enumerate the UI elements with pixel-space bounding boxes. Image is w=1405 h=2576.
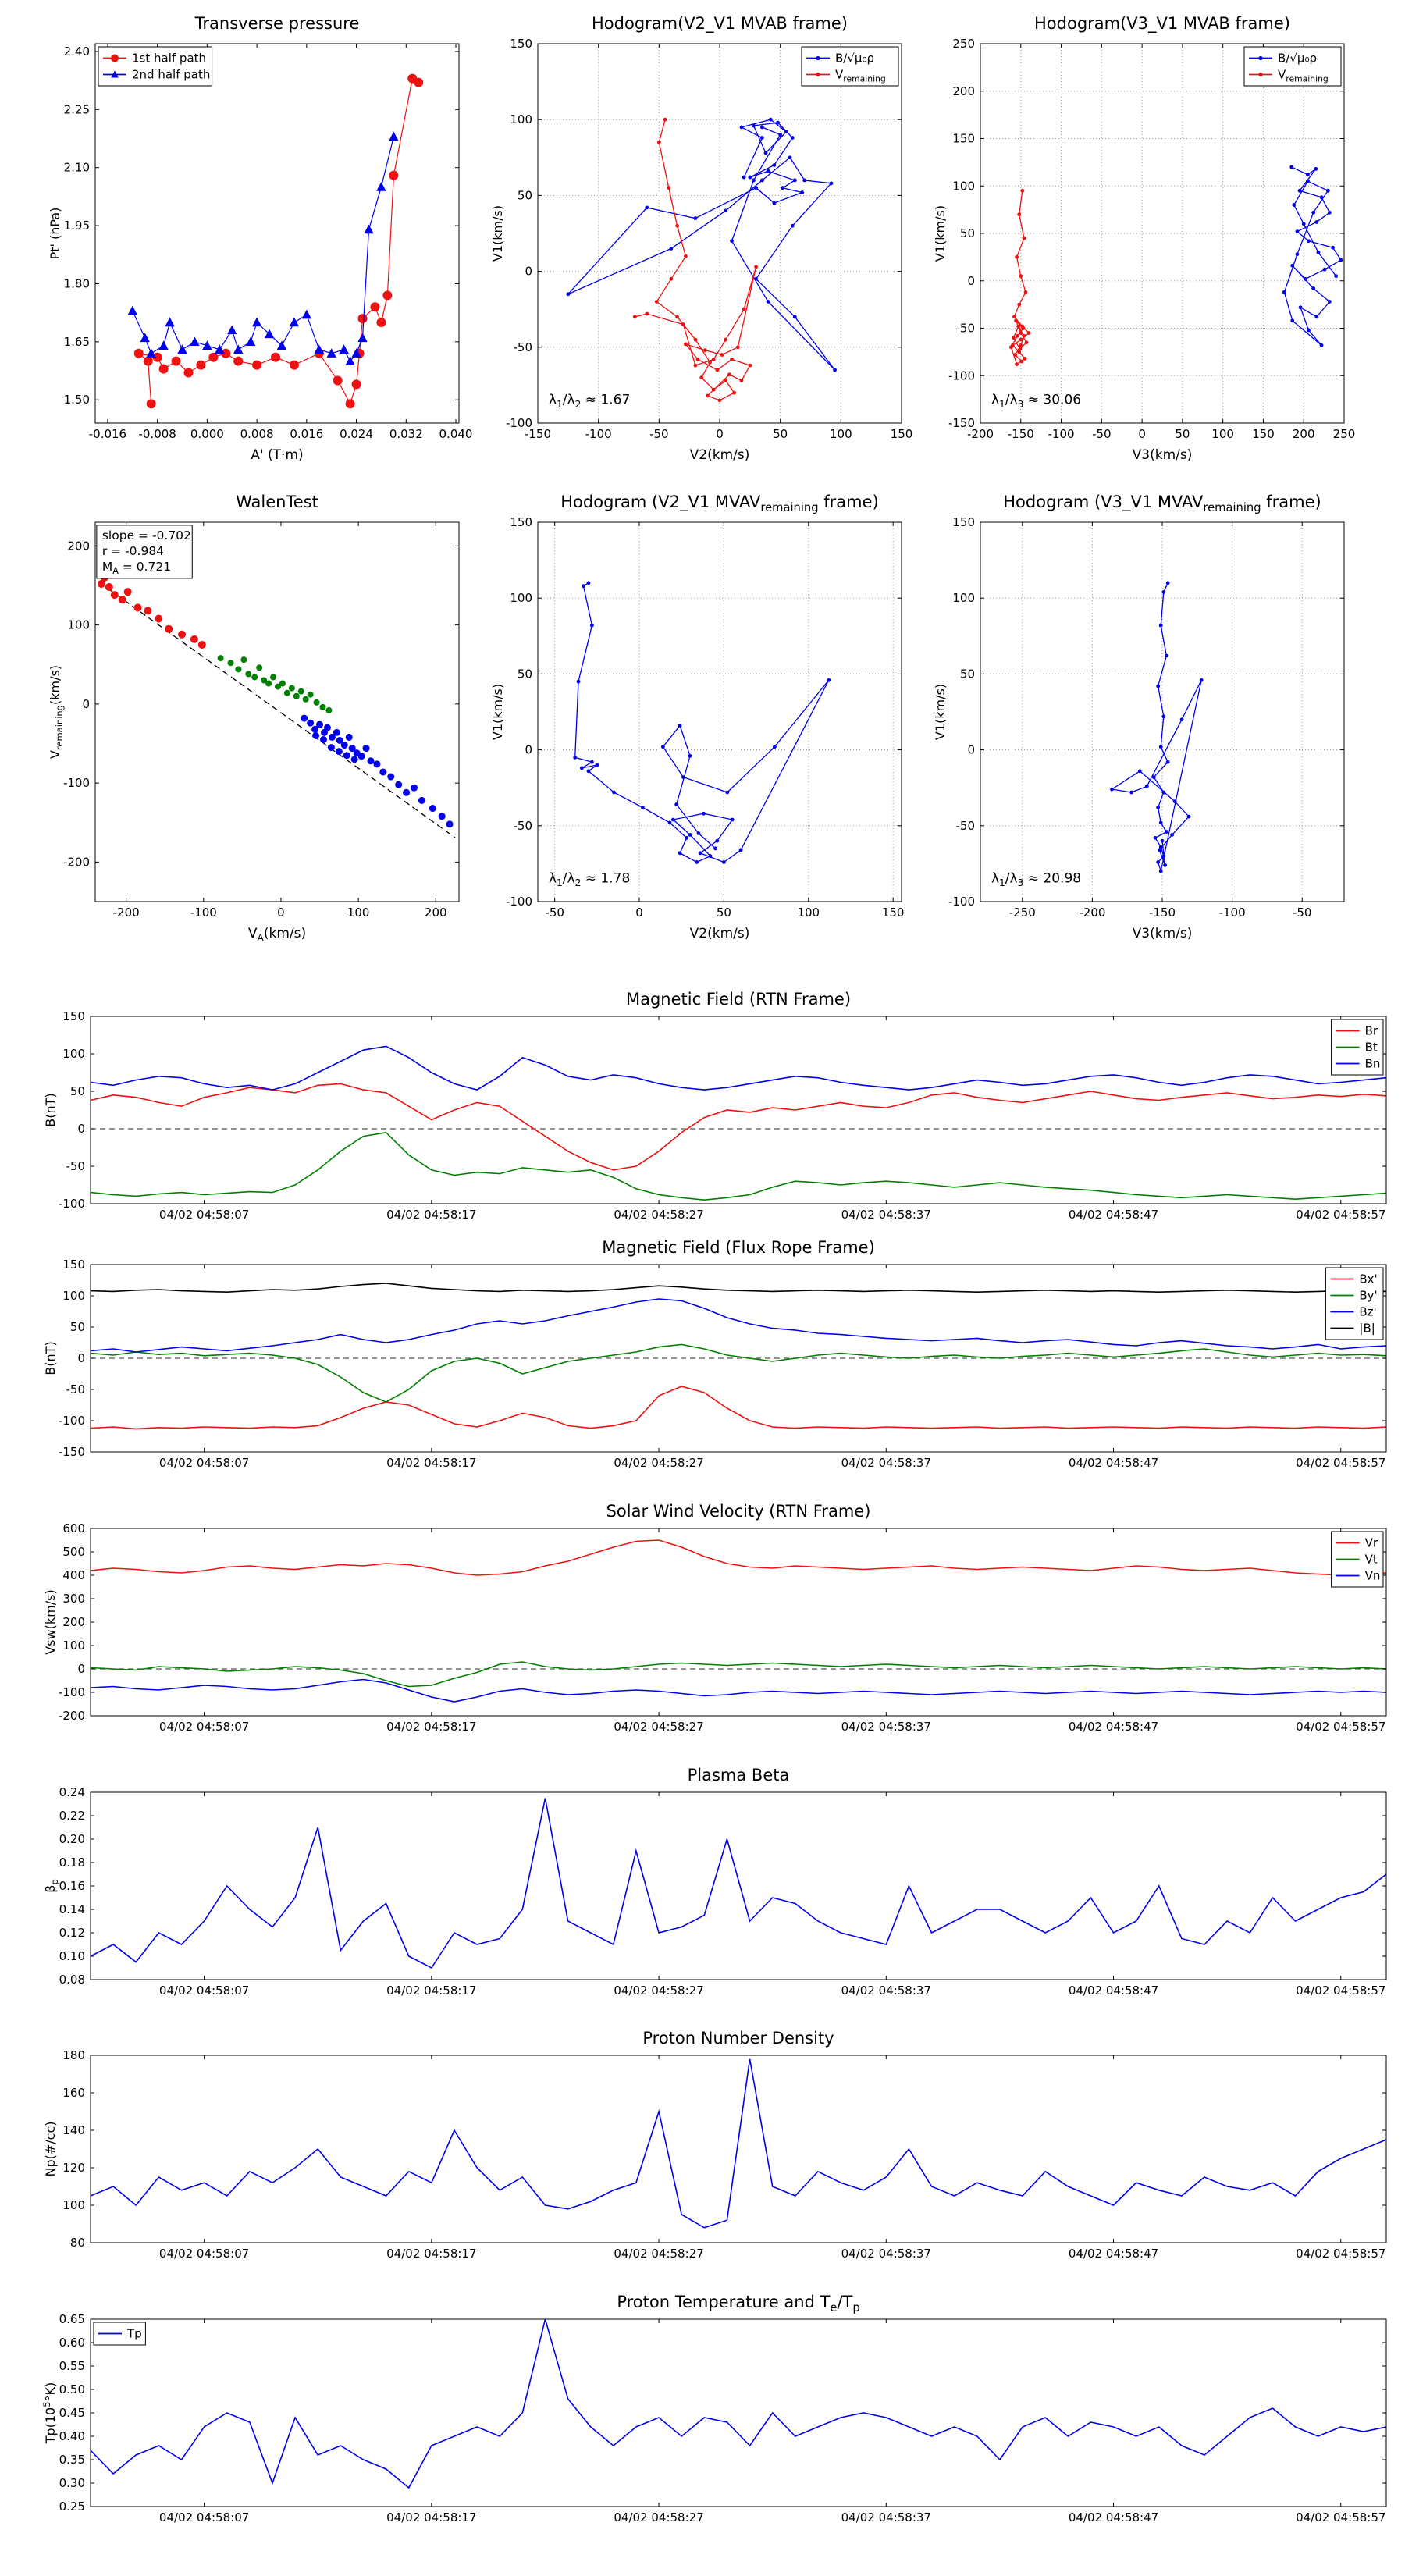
svg-text:0: 0 <box>967 742 975 757</box>
svg-text:0.40: 0.40 <box>59 2429 85 2443</box>
svg-text:0.55: 0.55 <box>59 2359 85 2373</box>
svg-text:-150: -150 <box>1007 427 1034 441</box>
svg-text:-0.016: -0.016 <box>88 427 127 441</box>
svg-text:500: 500 <box>62 1545 85 1559</box>
svg-text:100: 100 <box>830 427 852 441</box>
svg-text:-100: -100 <box>58 1197 85 1211</box>
svg-text:150: 150 <box>62 1009 85 1023</box>
svg-text:VA(km/s): $V_A(km/s)$ <box>247 926 307 944</box>
svg-text:150: 150 <box>952 515 975 529</box>
svg-text:Tp(105°K): $Tp(10^5^\circ K)$ <box>41 2382 58 2444</box>
svg-text:-150: -150 <box>948 416 975 430</box>
svg-text:0.16: 0.16 <box>59 1879 85 1893</box>
svg-text:04/02 04:58:37: 04/02 04:58:37 <box>841 1208 931 1222</box>
svg-text:-50: -50 <box>955 818 975 833</box>
svg-text:0: 0 <box>77 1122 85 1136</box>
svg-text:2.40: 2.40 <box>63 44 90 59</box>
svg-text:0.040: 0.040 <box>439 427 473 441</box>
hodogram-v3v1-mvab-plot <box>924 9 1356 471</box>
svg-text:-200: -200 <box>966 427 994 441</box>
svg-text:100: 100 <box>1211 427 1234 441</box>
svg-text:0.60: 0.60 <box>59 2336 85 2350</box>
transverse-pressure-plot <box>39 9 473 471</box>
chart-title: Solar Wind Velocity (RTN Frame) <box>606 1502 871 1521</box>
svg-text:λ1/λ3 ≈ 30.06: $\lambda_1/\lambda_3 \approx 30.06$ <box>991 392 1082 410</box>
svg-text:-50: -50 <box>545 906 564 920</box>
svg-text:150: 150 <box>881 906 905 920</box>
svg-text:V1(km/s): V1(km/s) <box>490 683 505 741</box>
svg-text:100: 100 <box>510 591 532 606</box>
plasma-beta-plot <box>39 1761 1397 2005</box>
svg-text:120: 120 <box>62 2161 85 2175</box>
svg-text:100: 100 <box>952 179 975 194</box>
svg-text:04/02 04:58:27: 04/02 04:58:27 <box>614 1456 704 1470</box>
solar-wind-velocity-plot <box>39 1497 1397 1741</box>
svg-text:0: 0 <box>716 427 724 441</box>
hodogram-v3v1-mvav-plot <box>924 488 1353 950</box>
svg-text:80: 80 <box>69 2236 85 2250</box>
svg-text:04/02 04:58:57: 04/02 04:58:57 <box>1296 1984 1386 1998</box>
svg-text:-100: -100 <box>948 368 975 383</box>
svg-text:-200: -200 <box>58 1709 85 1723</box>
chart-title: Magnetic Field (RTN Frame) <box>625 990 852 1009</box>
svg-text:V1(km/s): V1(km/s) <box>490 205 505 262</box>
svg-text:100: 100 <box>62 1638 85 1653</box>
svg-text:B/√μ₀ρ: B/√μ₀ρ <box>1278 51 1317 66</box>
chart-title: Hodogram(V3_V1 MVAB frame) <box>1034 14 1290 33</box>
svg-text:slope = -0.702: slope = -0.702 <box>101 528 191 543</box>
svg-text:0: 0 <box>77 1351 85 1365</box>
svg-text:04/02 04:58:27: 04/02 04:58:27 <box>614 1720 704 1734</box>
chart-walen-test <box>39 488 468 950</box>
proton-temperature-plot <box>39 2288 1397 2532</box>
svg-text:λ1/λ2 ≈ 1.67: $\lambda_1/\lambda_2 \approx 1.67$ <box>548 392 631 410</box>
svg-text:0.12: 0.12 <box>59 1926 85 1940</box>
svg-text:Bx': Bx' <box>1359 1272 1378 1286</box>
svg-text:-50: -50 <box>955 321 975 336</box>
svg-text:04/02 04:58:47: 04/02 04:58:47 <box>1068 1720 1159 1734</box>
svg-text:-100: -100 <box>1048 427 1075 441</box>
chart-hodogram-v2v1-mvab <box>482 9 911 471</box>
svg-text:A' (T·m): A' (T·m) <box>251 447 304 463</box>
svg-text:200: 200 <box>952 84 975 98</box>
svg-text:100: 100 <box>347 906 370 920</box>
svg-text:-50: -50 <box>649 427 669 441</box>
svg-text:0: 0 <box>635 906 643 920</box>
chart-title: Hodogram(V2_V1 MVAB frame) <box>592 14 848 33</box>
svg-text:04/02 04:58:37: 04/02 04:58:37 <box>841 1984 931 1998</box>
svg-text:50: 50 <box>716 906 731 920</box>
svg-text:04/02 04:58:27: 04/02 04:58:27 <box>614 1984 704 1998</box>
svg-text:04/02 04:58:47: 04/02 04:58:47 <box>1068 1984 1159 1998</box>
svg-text:04/02 04:58:27: 04/02 04:58:27 <box>614 2247 704 2261</box>
chart-solar-wind-velocity <box>39 1497 1397 1741</box>
svg-text:150: 150 <box>510 37 532 51</box>
svg-text:-100: -100 <box>190 906 217 920</box>
chart-title: Proton Number Density <box>642 2029 834 2048</box>
svg-text:04/02 04:58:37: 04/02 04:58:37 <box>841 2247 931 2261</box>
svg-text:Vn: Vn <box>1364 1568 1381 1583</box>
svg-text:50: 50 <box>517 667 532 681</box>
proton-number-density-plot <box>39 2024 1397 2268</box>
svg-text:100: 100 <box>62 2198 85 2212</box>
magnetic-field-rtn-plot <box>39 985 1397 1229</box>
svg-text:-50: -50 <box>66 1382 85 1397</box>
svg-text:0.000: 0.000 <box>190 427 224 441</box>
svg-text:-0.008: -0.008 <box>138 427 176 441</box>
svg-text:0.14: 0.14 <box>59 1902 85 1916</box>
svg-text:0.25: 0.25 <box>59 2500 85 2514</box>
svg-text:0.30: 0.30 <box>59 2476 85 2490</box>
svg-text:0.016: 0.016 <box>290 427 324 441</box>
svg-text:2.10: 2.10 <box>63 160 90 175</box>
chart-hodogram-v3v1-mvav <box>924 488 1353 950</box>
svg-text:B(nT): B(nT) <box>43 1093 58 1127</box>
svg-text:04/02 04:58:17: 04/02 04:58:17 <box>386 1984 477 1998</box>
svg-text:-50: -50 <box>1092 427 1112 441</box>
svg-text:-250: -250 <box>1008 906 1036 920</box>
svg-text:04/02 04:58:17: 04/02 04:58:17 <box>386 1720 477 1734</box>
svg-text:-50: -50 <box>1292 906 1312 920</box>
svg-text:0.008: 0.008 <box>240 427 274 441</box>
svg-text:V2(km/s): V2(km/s) <box>689 447 750 463</box>
svg-text:100: 100 <box>67 617 90 632</box>
svg-text:Pt' (nPa): Pt' (nPa) <box>48 207 62 260</box>
svg-text:-100: -100 <box>58 1685 85 1699</box>
svg-text:300: 300 <box>62 1592 85 1606</box>
svg-text:04/02 04:58:47: 04/02 04:58:47 <box>1068 2247 1159 2261</box>
svg-text:04/02 04:58:07: 04/02 04:58:07 <box>158 1208 250 1222</box>
walen-test-plot <box>39 488 468 950</box>
svg-text:r = -0.984: r = -0.984 <box>101 543 165 558</box>
svg-text:100: 100 <box>62 1289 85 1303</box>
svg-text:Bn: Bn <box>1364 1056 1381 1071</box>
svg-text:-200: -200 <box>62 855 90 870</box>
chart-title: Transverse pressure <box>194 14 360 33</box>
svg-text:1.50: 1.50 <box>63 393 90 407</box>
svg-text:600: 600 <box>62 1521 85 1535</box>
svg-text:-100: -100 <box>948 895 975 909</box>
chart-hodogram-v3v1-mvab <box>924 9 1356 471</box>
svg-text:-50: -50 <box>66 1159 85 1173</box>
svg-text:140: 140 <box>62 2123 85 2137</box>
svg-text:04/02 04:58:17: 04/02 04:58:17 <box>386 2247 477 2261</box>
svg-text:200: 200 <box>1292 427 1315 441</box>
svg-text:04/02 04:58:47: 04/02 04:58:47 <box>1068 2510 1159 2524</box>
svg-text:04/02 04:58:07: 04/02 04:58:07 <box>158 2247 250 2261</box>
svg-text:Bt: Bt <box>1364 1040 1378 1055</box>
svg-text:-200: -200 <box>112 906 140 920</box>
svg-text:V3(km/s): V3(km/s) <box>1132 447 1193 463</box>
svg-text:04/02 04:58:57: 04/02 04:58:57 <box>1296 1208 1386 1222</box>
svg-text:-150: -150 <box>58 1445 85 1459</box>
chart-hodogram-v2v1-mvav <box>482 488 911 950</box>
svg-text:50: 50 <box>69 1320 85 1334</box>
svg-text:0.10: 0.10 <box>59 1949 85 1963</box>
svg-text:100: 100 <box>62 1047 85 1061</box>
svg-text:0.24: 0.24 <box>59 1785 85 1799</box>
svg-text:0.65: 0.65 <box>59 2312 85 2326</box>
svg-text:250: 250 <box>952 37 975 51</box>
svg-text:Vremaining: $V_{remaining}$ <box>1278 67 1329 84</box>
svg-text:50: 50 <box>959 667 975 681</box>
svg-text:Np(#/cc): Np(#/cc) <box>43 2121 58 2177</box>
svg-text:04/02 04:58:17: 04/02 04:58:17 <box>386 2510 477 2524</box>
svg-text:Br: Br <box>1364 1023 1378 1038</box>
svg-text:04/02 04:58:57: 04/02 04:58:57 <box>1296 2247 1386 2261</box>
chart-magnetic-field-flux-rope <box>39 1233 1397 1477</box>
svg-text:04/02 04:58:27: 04/02 04:58:27 <box>614 1208 704 1222</box>
svg-text:1.65: 1.65 <box>63 334 90 349</box>
svg-text:0: 0 <box>967 273 975 288</box>
svg-text:λ1/λ2 ≈ 1.78: $\lambda_1/\lambda_2 \approx 1.78$ <box>548 870 631 888</box>
svg-text:-100: -100 <box>585 427 612 441</box>
svg-text:50: 50 <box>959 226 975 240</box>
svg-text:04/02 04:58:57: 04/02 04:58:57 <box>1296 1720 1386 1734</box>
svg-text:04/02 04:58:57: 04/02 04:58:57 <box>1296 1456 1386 1470</box>
svg-text:180: 180 <box>62 2048 85 2062</box>
svg-text:|B|: |B| <box>1359 1321 1375 1336</box>
svg-text:04/02 04:58:37: 04/02 04:58:37 <box>841 1720 931 1734</box>
svg-text:04/02 04:58:17: 04/02 04:58:17 <box>386 1208 477 1222</box>
svg-text:1st half path: 1st half path <box>132 51 207 66</box>
svg-text:Vr: Vr <box>1364 1535 1378 1550</box>
svg-text:04/02 04:58:17: 04/02 04:58:17 <box>386 1456 477 1470</box>
svg-text:V2(km/s): V2(km/s) <box>689 926 750 941</box>
chart-plasma-beta <box>39 1761 1397 2005</box>
svg-text:50: 50 <box>773 427 788 441</box>
chart-title: Proton Temperature and $T_e/T_p$ <box>617 2293 860 2315</box>
svg-text:B(nT): B(nT) <box>43 1341 58 1375</box>
svg-text:04/02 04:58:47: 04/02 04:58:47 <box>1068 1456 1159 1470</box>
svg-text:100: 100 <box>797 906 820 920</box>
svg-text:50: 50 <box>69 1084 85 1098</box>
svg-text:βp: $\beta_p$ <box>43 1879 60 1893</box>
svg-text:V1(km/s): V1(km/s) <box>933 205 948 262</box>
svg-text:150: 150 <box>62 1258 85 1272</box>
svg-text:400: 400 <box>62 1568 85 1582</box>
svg-text:0.024: 0.024 <box>340 427 374 441</box>
svg-text:0.18: 0.18 <box>59 1856 85 1870</box>
svg-text:-50: -50 <box>513 818 532 833</box>
svg-text:1.95: 1.95 <box>63 219 90 233</box>
chart-transverse-pressure <box>39 9 473 471</box>
svg-text:50: 50 <box>517 188 532 203</box>
svg-text:MA = 0.721: $M_A = 0.721$ <box>101 559 172 576</box>
chart-title: WalenTest <box>236 493 318 511</box>
svg-text:0: 0 <box>525 264 532 279</box>
svg-text:04/02 04:58:07: 04/02 04:58:07 <box>158 2510 250 2524</box>
svg-text:Vsw(km/s): Vsw(km/s) <box>43 1589 58 1655</box>
chart-proton-temperature <box>39 2288 1397 2532</box>
svg-text:Vremaining: $V_{remaining}$ <box>835 67 886 84</box>
svg-text:-150: -150 <box>524 427 552 441</box>
svg-text:-100: -100 <box>505 416 532 430</box>
svg-text:0.50: 0.50 <box>59 2382 85 2396</box>
svg-text:150: 150 <box>510 515 532 529</box>
svg-text:04/02 04:58:07: 04/02 04:58:07 <box>158 1984 250 1998</box>
svg-text:-100: -100 <box>62 776 90 791</box>
svg-text:0: 0 <box>525 742 532 757</box>
hodogram-v2v1-mvab-plot <box>482 9 911 471</box>
svg-text:0: 0 <box>77 1662 85 1676</box>
svg-text:λ1/λ3 ≈ 20.98: $\lambda_1/\lambda_3 \approx 20.98$ <box>991 870 1082 888</box>
chart-magnetic-field-rtn <box>39 985 1397 1229</box>
svg-text:B/√μ₀ρ: B/√μ₀ρ <box>835 51 874 66</box>
svg-text:04/02 04:58:07: 04/02 04:58:07 <box>158 1720 250 1734</box>
svg-text:0: 0 <box>82 696 90 711</box>
svg-text:0.08: 0.08 <box>59 1973 85 1987</box>
svg-text:0.22: 0.22 <box>59 1809 85 1823</box>
svg-text:04/02 04:58:57: 04/02 04:58:57 <box>1296 2510 1386 2524</box>
svg-text:0.20: 0.20 <box>59 1832 85 1846</box>
svg-text:Bz': Bz' <box>1359 1304 1377 1319</box>
chart-title: Hodogram (V3_V1 $MVAV_{remaining}$ frame) <box>1003 493 1321 515</box>
svg-text:250: 250 <box>1332 427 1356 441</box>
svg-text:-100: -100 <box>1218 906 1246 920</box>
svg-text:04/02 04:58:37: 04/02 04:58:37 <box>841 1456 931 1470</box>
svg-text:150: 150 <box>952 131 975 146</box>
svg-text:Vremaining(km/s): $V_{remaining}(km/s)$ <box>48 664 65 760</box>
svg-text:160: 160 <box>62 2086 85 2100</box>
svg-text:-150: -150 <box>1148 906 1176 920</box>
svg-text:0: 0 <box>1138 427 1146 441</box>
svg-text:-100: -100 <box>58 1414 85 1428</box>
svg-text:200: 200 <box>67 539 90 553</box>
chart-proton-number-density <box>39 2024 1397 2268</box>
chart-title: Plasma Beta <box>687 1766 790 1784</box>
svg-text:200: 200 <box>424 906 447 920</box>
svg-text:200: 200 <box>62 1615 85 1629</box>
svg-text:150: 150 <box>890 427 913 441</box>
svg-text:0.45: 0.45 <box>59 2406 85 2420</box>
svg-text:04/02 04:58:27: 04/02 04:58:27 <box>614 2510 704 2524</box>
svg-text:2nd half path: 2nd half path <box>132 67 211 82</box>
hodogram-v2v1-mvav-plot <box>482 488 911 950</box>
svg-text:0.032: 0.032 <box>389 427 423 441</box>
svg-text:V1(km/s): V1(km/s) <box>933 683 948 741</box>
svg-text:04/02 04:58:07: 04/02 04:58:07 <box>158 1456 250 1470</box>
svg-text:04/02 04:58:47: 04/02 04:58:47 <box>1068 1208 1159 1222</box>
svg-text:0.35: 0.35 <box>59 2453 85 2467</box>
svg-text:By': By' <box>1359 1288 1378 1303</box>
svg-text:2.25: 2.25 <box>63 102 90 117</box>
svg-text:-100: -100 <box>505 895 532 909</box>
svg-text:1.80: 1.80 <box>63 276 90 291</box>
svg-text:-50: -50 <box>513 340 532 354</box>
svg-text:100: 100 <box>952 591 975 606</box>
svg-text:04/02 04:58:37: 04/02 04:58:37 <box>841 2510 931 2524</box>
svg-text:V3(km/s): V3(km/s) <box>1132 926 1193 941</box>
svg-text:Tp: Tp <box>127 2326 142 2341</box>
svg-text:-200: -200 <box>1079 906 1106 920</box>
svg-text:100: 100 <box>510 112 532 127</box>
magnetic-field-flux-rope-plot <box>39 1233 1397 1477</box>
svg-text:50: 50 <box>1175 427 1190 441</box>
chart-title: Hodogram (V2_V1 $MVAV_{remaining}$ frame) <box>560 493 879 515</box>
svg-text:0: 0 <box>277 906 285 920</box>
chart-title: Magnetic Field (Flux Rope Frame) <box>602 1238 875 1257</box>
svg-text:150: 150 <box>1252 427 1275 441</box>
svg-text:Vt: Vt <box>1364 1552 1378 1567</box>
